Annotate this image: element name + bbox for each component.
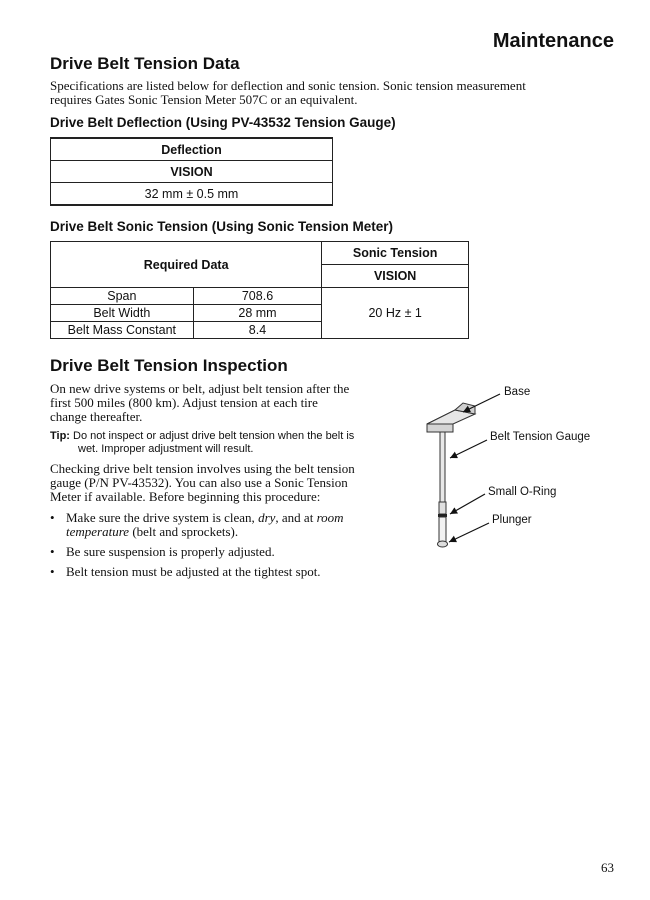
sonic-value: 20 Hz ± 1 bbox=[322, 288, 469, 339]
para-line: change thereafter. bbox=[50, 409, 143, 424]
sonic-heading: Drive Belt Sonic Tension (Using Sonic Tension Meter) bbox=[50, 219, 394, 234]
para-line: Meter if available. Before beginning this procedure: bbox=[50, 489, 321, 504]
procedure-list bbox=[50, 511, 410, 585]
tension-gauge-figure bbox=[415, 380, 630, 560]
list-item: • Make sure the drive system is clean, dry, and at room temperature (belt and sprockets). bbox=[50, 510, 344, 539]
deflection-model: VISION bbox=[51, 161, 333, 183]
deflection-table bbox=[50, 137, 333, 206]
inspection-paragraph bbox=[50, 382, 410, 424]
label-small-o-ring: Small O-Ring bbox=[488, 486, 557, 498]
plunger-tip bbox=[438, 541, 448, 547]
table-row bbox=[51, 288, 469, 305]
deflection-value: 32 mm ± 0.5 mm bbox=[51, 183, 333, 206]
label-base: Base bbox=[504, 386, 531, 398]
page-number: 63 bbox=[601, 860, 614, 875]
deflection-heading: Drive Belt Deflection (Using PV-43532 Tension Gauge) bbox=[50, 115, 396, 130]
section-header: Maintenance bbox=[492, 30, 614, 52]
tip-note bbox=[50, 430, 410, 456]
base-leader bbox=[463, 394, 500, 412]
row-label: Belt Mass Constant bbox=[51, 322, 194, 339]
required-data-header: Required Data bbox=[51, 242, 322, 288]
sonic-model: VISION bbox=[322, 265, 469, 288]
row-value: 8.4 bbox=[193, 322, 322, 339]
plunger bbox=[439, 517, 446, 543]
list-item: • Be sure suspension is properly adjusted. bbox=[50, 544, 275, 559]
bullet-marker: • bbox=[50, 564, 55, 579]
gauge-base bbox=[427, 403, 475, 432]
label-belt-tension-gauge: Belt Tension Gauge bbox=[490, 431, 591, 443]
tip-label: Tip: bbox=[50, 430, 70, 442]
gauge-leader bbox=[450, 440, 487, 458]
tip-text: Do not inspect or adjust drive belt tension when the belt is bbox=[73, 430, 355, 442]
plunger-leader bbox=[449, 523, 489, 542]
sonic-tension-table bbox=[50, 241, 469, 339]
inspection-title: Drive Belt Tension Inspection bbox=[50, 356, 288, 375]
sonic-tension-header: Sonic Tension bbox=[322, 242, 469, 265]
gauge-sleeve bbox=[439, 502, 446, 514]
bullet-marker: • bbox=[50, 544, 55, 559]
page-title: Drive Belt Tension Data bbox=[50, 54, 240, 73]
para-line: first 500 miles (800 km). Adjust tension at each tire bbox=[50, 395, 318, 410]
para-line: gauge (P/N PV-43532). You can also use a Sonic Tension bbox=[50, 475, 348, 490]
deflection-col-header: Deflection bbox=[51, 138, 333, 161]
o-ring-leader bbox=[450, 494, 485, 514]
gauge-body bbox=[440, 432, 445, 502]
tip-text: wet. Improper adjustment will result. bbox=[78, 443, 254, 455]
row-label: Span bbox=[51, 288, 194, 305]
label-plunger: Plunger bbox=[492, 514, 532, 526]
intro-line: requires Gates Sonic Tension Meter 507C or an equivalent. bbox=[50, 92, 358, 107]
procedure-paragraph bbox=[50, 462, 410, 504]
list-item: • Belt tension must be adjusted at the tightest spot. bbox=[50, 564, 321, 579]
intro-line: Specifications are listed below for deflection and sonic tension. Sonic tension measurement bbox=[50, 78, 526, 93]
row-value: 708.6 bbox=[193, 288, 322, 305]
row-label: Belt Width bbox=[51, 305, 194, 322]
row-value: 28 mm bbox=[193, 305, 322, 322]
intro-paragraph bbox=[50, 79, 526, 107]
para-line: Checking drive belt tension involves using the belt tension bbox=[50, 461, 355, 476]
bullet-marker: • bbox=[50, 510, 55, 525]
para-line: On new drive systems or belt, adjust belt tension after the bbox=[50, 381, 350, 396]
